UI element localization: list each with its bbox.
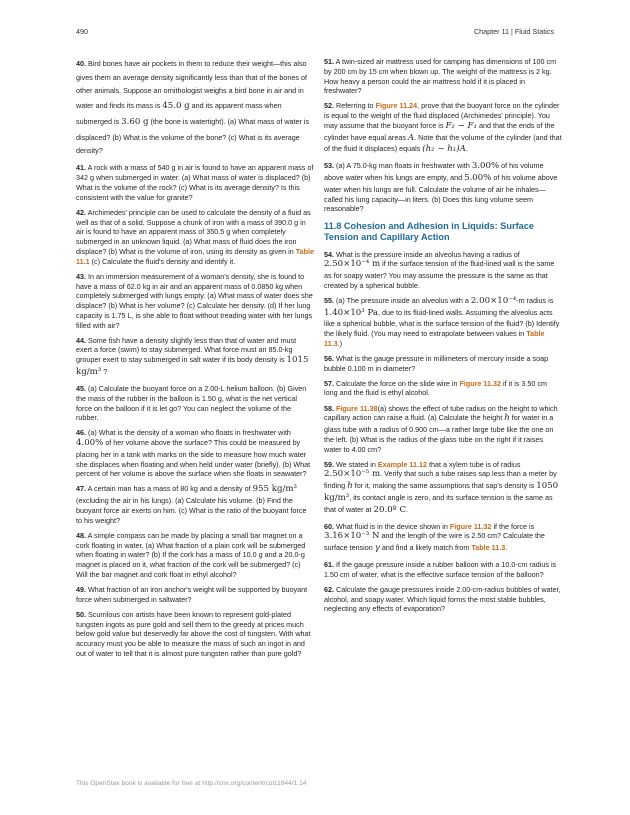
problem-text: of his volume above water when his lungs are empty, and [324,161,544,183]
problem-text: A simple compass can be made by placing a small bar magnet on a cork floating in water. (a) What fraction of a plain cork will be submerged when floating in water? (b) If the cork has a mass of 10.0 g and a 20.0-g magnet is placed on it, what fraction of the cork will be submerged? (c) Will the bar magnet and cork float in ethyl alcohol? [76,530,306,579]
problem-text: Calculate the gauge pressures inside 2.00-cm-radius bubbles of water, alcohol, and soapy water. Which liquid forms the most stable bubbles, neglecting any effects of evaporation? [324,584,561,614]
problem-number: 58. [324,403,334,413]
problem-text: What is the pressure inside an alveolus having a radius of [336,249,520,259]
figure-link[interactable]: Figure 11.24 [375,101,418,111]
problem-text: (excluding the air in his lungs). (a) Calculate his volume. (b) Find the buoyant force air exerts on him. (c) What is the ratio of the buoyant force to his weight? [76,496,307,525]
chapter-header: Chapter 11 | Fluid Statics [473,27,554,36]
problem-number: 56. [324,353,334,363]
problem-46 [76,428,314,479]
problem-text: In an immersion measurement of a woman's density, she is found to have a mass of 62.0 kg in air and an apparent mass of 0.0850 kg when completely submerged with lungs empty. (a) What mass of water does she displace? (b) What is her volume? (c) Calculate her density. (d) If her lung capacity is 1.75 L, is she able to float without treading water with her lungs filled with air? [76,271,313,330]
problem-text: and the length of the wire is 2.50 cm? Calculate the surface tension [324,531,545,552]
problem-59 [324,460,562,517]
math-value: h [347,481,353,492]
problem-number: 40. [76,59,86,68]
math-value: 2.00×10⁻⁴ [470,295,517,306]
example-link[interactable]: Example 11.12 [377,459,427,469]
problem-text: . [505,542,508,552]
math-value: 1.40×10³ Pa [324,307,378,318]
problem-52 [324,101,562,156]
math-value: 3.60 g [121,117,149,128]
problem-text: , its contact angle is zero, and its surface tension is the same as that of water at [324,492,553,514]
problem-number: 61. [324,559,334,569]
problem-number: 50. [76,609,86,619]
figure-link[interactable]: Figure 11.32 [449,521,492,531]
problem-number: 62. [324,584,334,594]
problem-55 [324,296,562,349]
problem-text: Bird bones have air pockets in them to reduce their weight—this also gives them an average density significantly less than that of the bones of other animals. Suppose an ornithologist weighs a bird bone in air and in water and finds its mass is [76,59,307,111]
math-value: 3.16×10⁻³ N [324,531,380,542]
problem-text: Calculate the force on the slide wire in [336,378,458,388]
problem-57 [324,379,562,399]
problem-text: Archimedes' principle can be used to calculate the density of a fluid as well as that of a solid. Suppose a chunk of iron with a mass of 390.0 g in air is found to have an apparent mass of 350.5 g when completely submerged in an unknown liquid. (a) What mass of fluid does the iron displace? (b) What is the volume of iron, using its density as given in [76,207,311,256]
problem-text: What fraction of an iron anchor's weight will be supported by buoyant force when submerged in saltwater? [76,585,308,604]
table-link[interactable]: Table 11.3 [324,328,545,348]
problem-47 [76,484,314,525]
problem-text: (a) What is the density of a woman who floats in freshwater with [88,428,291,438]
problem-49 [76,585,314,605]
problem-text: and find a likely match from [381,542,470,552]
problem-number: 54. [324,249,334,259]
problem-text: If the gauge pressure inside a rubber balloon with a 10.0-cm radius is 1.50 cm of water, what is the effective surface tension of the balloon? [324,559,557,579]
problem-text: (the bone is watertight). (a) What mass of water is displaced? (b) What is the volume of the bone? (c) What is its average density? [76,117,310,156]
math-value: 45.0 g [162,101,190,112]
math-value: 20.0º C [373,504,407,515]
problem-number: 43. [76,271,86,281]
problem-text: Referring to [336,101,374,111]
problem-number: 55. [324,295,334,305]
problem-53 [324,161,562,214]
math-value: 1050 kg/m³ [324,481,559,503]
problem-58 [324,404,562,455]
problem-text: (a) Calculate the buoyant force on a 2.00-L helium balloon. (b) Given the mass of the rubber in the balloon is 1.50 g, what is the net vertical force on the balloon if it is let go? You can neglect the volume of the rubber. [76,383,307,423]
problem-text: ? [103,366,108,376]
problem-text: (a) The pressure inside an alveolus with a [336,295,469,305]
problem-text: A twin-sized air mattress used for camping has dimensions of 100 cm by 200 cm by 15 cm when blown up. The weight of the mattress is 2 kg. How heavy a person could the air mattress hold if it is placed in freshwater? [324,57,557,96]
problem-text: . Verify that such a tube raises sap less than a meter by finding [324,469,557,491]
problem-text: (c) Calculate the fluid's density and identify it. [91,256,236,266]
problem-number: 59. [324,459,334,469]
problem-text: (a) A 75.0-kg man floats in freshwater with [336,161,470,171]
problem-45 [76,384,314,423]
problem-text: .) [337,338,342,348]
problem-text: if the surface tension of the fluid-lined wall is the same as for soapy water? You may assume the pressure is the same as that created by a spherical bubble. [324,259,555,290]
problem-42 [76,208,314,267]
problem-number: 53. [324,161,334,171]
problem-number: 60. [324,521,334,531]
problem-number: 57. [324,378,334,388]
left-column [76,57,314,664]
math-value: γ [374,542,380,553]
problem-number: 48. [76,530,86,540]
page-footer: This OpenStax book is available for free at http://cnx.org/content/col11844/1.14 [76,780,307,787]
problem-number: 47. [76,484,86,494]
problem-44 [76,336,314,379]
math-value: (h₂ − h₁)A [422,144,466,155]
problem-text: of her volume above the surface? This could be measured by placing her in a tank with marks on the side to measure how much water she displaces when floating and when held under water (briefly). (b) What percent of her volume is above the surface when she floats in seawater? [76,438,311,479]
problem-number: 41. [76,163,86,173]
problem-54 [324,250,562,291]
problem-text: -m radius is [516,295,554,305]
math-value: 2.50×10⁻⁵ m [324,469,381,480]
problem-number: 51. [324,57,334,66]
problem-text: , due to its fluid-lined walls. Assuming the alveolus acts like a spherical bubble, what is the surface tension of the fluid? (b) Identify the likely fluid. (You may need to extrapolate between values in [324,307,560,338]
problem-40 [76,57,314,158]
problem-text: (a) shows the effect of tube radius on the height to which capillary action can raise a fluid. (a) Calculate the height [324,403,558,423]
problem-number: 45. [76,383,86,393]
problem-51 [324,57,562,96]
problem-62 [324,585,562,614]
problem-text: Some fish have a density slightly less than that of water and must exert a force (swim) to stay submerged. What force must an 85.0-kg grouper exert to stay submerged in salt water if its body density is [76,335,297,365]
math-value: 955 kg/m³ [252,484,297,495]
problem-number: 42. [76,207,86,217]
problem-text: Scurrilous con artists have been known to represent gold-plated tungsten ingots as pure gold and sell them to the greedy at prices much below gold value but deservedly far above the cost of tungsten. With what accuracy must you be able to measure the mass of such an ingot in and out of water to tell that it is almost pure tungsten rather than pure gold? [76,609,311,658]
problem-text: What fluid is in the device shown in [336,521,448,531]
math-value: 2.50×10⁻⁴ m [324,259,381,270]
problem-number: 52. [324,101,334,111]
problem-text: We stated in [336,459,376,469]
section-title: 11.8 Cohesion and Adhesion in Liquids: Surface Tension and Capillary Action [324,221,534,243]
problem-50 [76,610,314,659]
problem-text: , prove that the buoyant force on the cylinder is equal to the weight of the fluid displaced (Archimedes' principle). You may assume that the buoyant force is [324,101,560,130]
problem-text: and its apparent mass when submerged is [76,101,282,127]
problem-number: 49. [76,585,86,594]
problem-41 [76,163,314,202]
math-value: 4.00% [76,438,104,449]
problem-43 [76,272,314,331]
figure-link[interactable]: Figure 11.32 [459,378,502,388]
math-value: 3.00% [471,161,500,172]
problem-48 [76,531,314,580]
math-value: 1015 kg/m³ [76,355,309,377]
page-number: 490 [76,27,88,36]
right-column [324,57,562,619]
problem-text: if it is 3.50 cm long and the fluid is ethyl alcohol. [324,378,547,398]
math-value: F₂ − F₁ [445,120,477,131]
problem-text: for it, making the same assumptions that sap's density is [354,481,535,491]
problem-text: . [406,504,409,514]
problem-text: A certain man has a mass of 80 kg and a density of [87,484,251,494]
problem-text: What is the gauge pressure in millimeters of mercury inside a soap bubble 0.100 m in diameter? [324,353,549,373]
problem-number: 44. [76,335,86,345]
problem-text: . [465,144,468,154]
table-link[interactable]: Table 11.3 [471,542,506,552]
problem-text: if the force is [493,521,535,531]
problem-number: 46. [76,428,86,438]
problem-text: that a xylem tube is of radius [428,459,521,469]
problem-60 [324,522,562,555]
figure-link[interactable]: Figure 11.38 [336,403,378,413]
problem-text: A rock with a mass of 540 g in air is found to have an apparent mass of 342 g when submerged in water. (a) What mass of water is displaced? (b) What is the volume of the rock? (c) What is its average density? Is this consistent with the value for granite? [76,163,314,202]
problem-text: for water in a glass tube with a radius of 0.900 cm—a rather large tube like the one on the left. (b) What is the radius of the glass tube on the right if it raises water to 4.00 cm? [324,413,554,454]
problem-61 [324,560,562,580]
problem-text: and that the ends of the cylinder have equal areas [324,120,555,142]
problem-text: of his volume above water when his lungs are full. Calculate the volume of air he inhales—called his lung capacity—in liters. (b) Does this lung volume seem reasonable? [324,173,558,214]
problem-56 [324,354,562,374]
table-link[interactable]: Table 11.1 [76,246,314,266]
math-value: A [407,132,415,143]
math-value: h [504,413,510,424]
problem-text: . Note that the volume of the cylinder (and that of the fluid it displaces) equals [324,132,562,154]
math-value: 5.00% [464,173,492,184]
